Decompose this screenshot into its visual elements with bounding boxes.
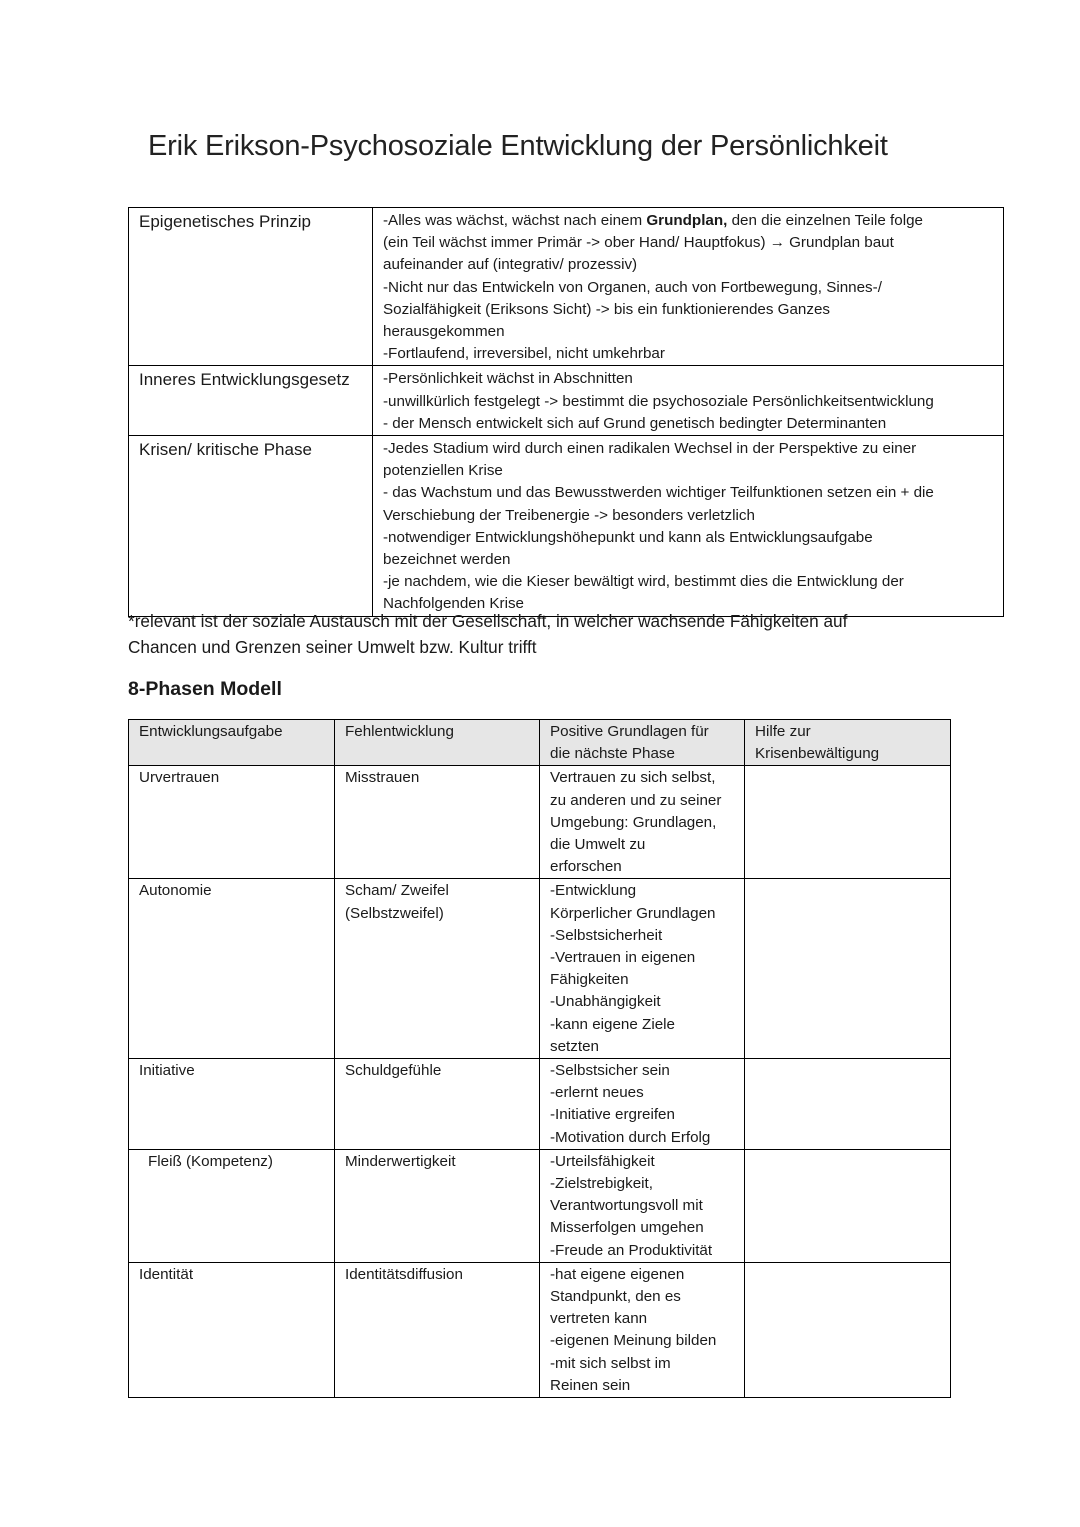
footnote: [128, 609, 988, 660]
description-line: Nachfolgenden Krise: [383, 595, 524, 613]
cell-line: Minderwertigkeit: [345, 1152, 456, 1170]
header-row: [129, 720, 951, 766]
cell-line: -mit sich selbst im: [550, 1354, 671, 1372]
description-line: -Fortlaufend, irreversibel, nicht umkehrbar: [383, 345, 665, 363]
cell-line: Fleiß (Kompetenz): [148, 1152, 273, 1170]
header-line: Positive Grundlagen für: [550, 723, 709, 740]
cell-line: -Vertrauen in eigenen: [550, 949, 696, 967]
description-line: Sozialfähigkeit (Eriksons Sicht) -> bis ein funktionierendes Ganzes: [383, 300, 830, 318]
phase-model-table: [128, 719, 951, 1398]
cell-line: Misstrauen: [345, 769, 420, 787]
cell-line: -kann eigene Ziele: [550, 1015, 675, 1033]
principle-label: Inneres Entwicklungsgesetz: [129, 366, 373, 436]
cell-line: die Umwelt zu: [550, 836, 646, 854]
cell-line: erforschen: [550, 858, 622, 876]
principle-row: [129, 436, 1004, 617]
cell-positive-basis: [540, 1059, 745, 1150]
cell-positive-basis: [540, 879, 745, 1059]
description-line: bezeichnet werden: [383, 551, 511, 569]
cell-misdevelopment: [335, 766, 540, 879]
cell-line: Reinen sein: [550, 1376, 631, 1394]
cell-line: -Freude an Produktivität: [550, 1241, 713, 1259]
cell-line: Fähigkeiten: [550, 971, 629, 989]
principle-label: Krisen/ kritische Phase: [129, 436, 373, 617]
cell-line: Urvertrauen: [139, 769, 220, 787]
column-header: [129, 720, 335, 766]
cell-crisis-help: [745, 1262, 951, 1397]
page-title: Erik Erikson-Psychosoziale Entwicklung der Persönlichkeit: [148, 130, 888, 162]
bold-term: Grundplan,: [646, 212, 728, 229]
cell-crisis-help: [745, 1059, 951, 1150]
cell-positive-basis: [540, 1149, 745, 1262]
header-line: Fehlentwicklung: [345, 723, 454, 740]
description-line: -Alles was wächst, wächst nach einem Grundplan, den die einzelnen Teile folge: [383, 212, 923, 229]
cell-line: -erlernt neues: [550, 1084, 644, 1102]
header-line: die nächste Phase: [550, 745, 675, 763]
cell-positive-basis: [540, 766, 745, 879]
cell-line: -Zielstrebigkeit,: [550, 1175, 653, 1193]
cell-misdevelopment: [335, 879, 540, 1059]
header-line: Krisenbewältigung: [755, 745, 880, 763]
description-line: -Jedes Stadium wird durch einen radikalen Wechsel in der Perspektive zu einer: [383, 440, 917, 458]
cell-line: Standpunkt, den es: [550, 1288, 681, 1306]
description-line: Verschiebung der Treibenergie -> besonders verletzlich: [383, 506, 755, 524]
description-line: -Persönlichkeit wächst in Abschnitten: [383, 370, 633, 388]
column-header: [335, 720, 540, 766]
principles-table: [128, 207, 1004, 617]
cell-line: -hat eigene eigenen: [550, 1265, 685, 1283]
section-heading: 8-Phasen Modell: [128, 678, 282, 700]
cell-line: Scham/ Zweifel: [345, 882, 449, 900]
column-header: [745, 720, 951, 766]
cell-line: (Selbstzweifel): [345, 904, 444, 922]
description-line: potenziellen Krise: [383, 462, 503, 480]
header-line: Hilfe zur: [755, 723, 811, 740]
principle-row: [129, 208, 1004, 366]
phase-row: [129, 879, 951, 1059]
phase-row: [129, 1262, 951, 1397]
cell-line: Körperlicher Grundlagen: [550, 904, 716, 922]
cell-line: Misserfolgen umgehen: [550, 1219, 704, 1237]
cell-line: Umgebung: Grundlagen,: [550, 813, 717, 831]
footnote-line-1: *relevant ist der soziale Austausch mit der Gesellschaft, in welcher wachsende Fähigkeiten auf: [128, 611, 848, 631]
description-line: -je nachdem, wie die Kieser bewältigt wird, bestimmt dies die Entwicklung der: [383, 573, 904, 591]
principle-description: [373, 436, 1004, 617]
description-line: herausgekommen: [383, 323, 505, 341]
cell-line: -Initiative ergreifen: [550, 1106, 675, 1124]
cell-misdevelopment: [335, 1059, 540, 1150]
cell-line: Identität: [139, 1265, 194, 1283]
cell-line: -Selbstsicher sein: [550, 1062, 670, 1080]
header-line: Entwicklungsaufgabe: [139, 723, 283, 740]
cell-line: Schuldgefühle: [345, 1062, 442, 1080]
cell-task: [129, 879, 335, 1059]
cell-line: Autonomie: [139, 882, 212, 900]
phase-row: [129, 766, 951, 879]
cell-positive-basis: [540, 1262, 745, 1397]
cell-crisis-help: [745, 766, 951, 879]
cell-task: [129, 1059, 335, 1150]
cell-line: -eigenen Meinung bilden: [550, 1332, 717, 1350]
cell-task: [129, 1262, 335, 1397]
cell-line: Vertrauen zu sich selbst,: [550, 769, 716, 787]
cell-line: setzten: [550, 1037, 599, 1055]
principle-description: [373, 366, 1004, 436]
cell-misdevelopment: [335, 1149, 540, 1262]
cell-line: -Urteilsfähigkeit: [550, 1152, 655, 1170]
cell-task: [129, 766, 335, 879]
description-line: (ein Teil wächst immer Primär -> ober Hand/ Hauptfokus) → Grundplan baut: [383, 234, 894, 252]
description-line: - der Mensch entwickelt sich auf Grund genetisch bedingter Determinanten: [383, 414, 887, 432]
description-line: - das Wachstum und das Bewusstwerden wichtiger Teilfunktionen setzen ein + die: [383, 484, 934, 502]
cell-crisis-help: [745, 879, 951, 1059]
principle-description: [373, 208, 1004, 366]
cell-line: -Unabhängigkeit: [550, 993, 661, 1011]
principle-row: [129, 366, 1004, 436]
description-line: -unwillkürlich festgelegt -> bestimmt die psychosoziale Persönlichkeitsentwicklung: [383, 392, 934, 410]
description-line: -Nicht nur das Entwickeln von Organen, auch von Fortbewegung, Sinnes-/: [383, 278, 882, 296]
footnote-line-2: Chancen und Grenzen seiner Umwelt bzw. Kultur trifft: [128, 636, 537, 657]
cell-line: -Selbstsicherheit: [550, 926, 663, 944]
principle-label: Epigenetisches Prinzip: [129, 208, 373, 366]
cell-task: [129, 1149, 335, 1262]
cell-line: -Motivation durch Erfolg: [550, 1128, 711, 1146]
cell-line: Initiative: [139, 1062, 195, 1080]
phase-row: [129, 1149, 951, 1262]
phase-row: [129, 1059, 951, 1150]
cell-crisis-help: [745, 1149, 951, 1262]
cell-line: Verantwortungsvoll mit: [550, 1197, 703, 1215]
cell-line: zu anderen und zu seiner: [550, 791, 722, 809]
cell-line: vertreten kann: [550, 1310, 648, 1328]
description-line: -notwendiger Entwicklungshöhepunkt und kann als Entwicklungsaufgabe: [383, 528, 873, 546]
column-header: [540, 720, 745, 766]
cell-line: -Entwicklung: [550, 882, 637, 900]
cell-misdevelopment: [335, 1262, 540, 1397]
cell-line: Identitätsdiffusion: [345, 1265, 463, 1283]
description-line: aufeinander auf (integrativ/ prozessiv): [383, 256, 638, 274]
